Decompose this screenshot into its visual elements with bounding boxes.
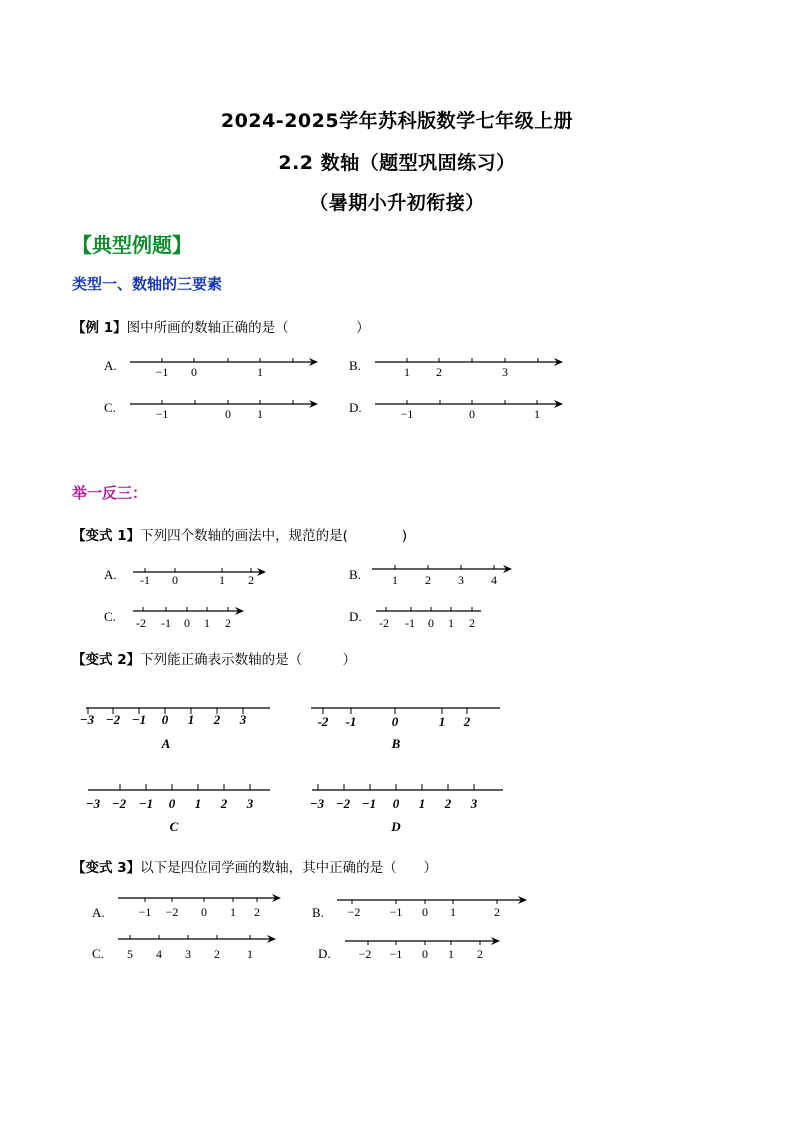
var2-d-tick-label-3: 0 bbox=[392, 796, 400, 811]
ex1-c-tick-label-1: 0 bbox=[225, 407, 231, 421]
variant1-tag: 【变式 1】 bbox=[72, 528, 141, 544]
var2-a-tick-label-1: −2 bbox=[105, 712, 121, 727]
var2-a-tick-label-2: −1 bbox=[131, 712, 147, 727]
ex1-c-tick-label-0: −1 bbox=[155, 407, 169, 421]
doc-title: 2024-2025学年苏科版数学七年级上册 bbox=[220, 110, 574, 132]
var2-a-tick-label-3: 0 bbox=[161, 712, 169, 727]
var2-option-a-letter: A bbox=[161, 736, 171, 751]
var3-b-tick-label-1: −1 bbox=[389, 905, 403, 919]
var2-c-tick-label-1: −2 bbox=[111, 796, 127, 811]
ex1-option-c-letter: C. bbox=[104, 400, 116, 415]
var2-b-tick-label-2: 0 bbox=[391, 714, 399, 729]
var2-d-tick-label-1: −2 bbox=[335, 796, 351, 811]
var2-b-tick-label-1: -1 bbox=[345, 714, 357, 729]
ex1-option-b-letter: B. bbox=[349, 358, 361, 373]
var1-d-tick-label-3: 1 bbox=[448, 616, 454, 630]
var3-option-b-letter: B. bbox=[312, 905, 324, 920]
ex1-d-tick-label-1: 0 bbox=[469, 407, 475, 421]
ex1-c-tick-label-2: 1 bbox=[257, 407, 263, 421]
var1-b-tick-label-2: 3 bbox=[458, 573, 464, 587]
var1-d-tick-label-0: -2 bbox=[379, 616, 389, 630]
var3-option-c-letter: C. bbox=[92, 946, 104, 961]
var2-b-tick-label-0: -2 bbox=[317, 714, 329, 729]
var3-b-tick-label-2: 0 bbox=[422, 905, 428, 919]
variant2-tag: 【变式 2】 bbox=[72, 652, 141, 668]
example1-stem: 图中所画的数轴正确的是（ ） bbox=[126, 320, 370, 336]
var2-a-tick-label-0: −3 bbox=[79, 712, 95, 727]
ex1-option-d-letter: D. bbox=[349, 400, 362, 415]
var1-c-tick-label-0: -2 bbox=[136, 616, 146, 630]
var2-c-tick-label-0: −3 bbox=[85, 796, 101, 811]
var1-d-tick-label-4: 2 bbox=[469, 616, 475, 630]
var2-d-tick-label-5: 2 bbox=[444, 796, 452, 811]
section-type1: 类型一、数轴的三要素 bbox=[72, 275, 223, 293]
var1-option-c-letter: C. bbox=[104, 609, 116, 624]
ex1-a-tick-label-2: 1 bbox=[257, 365, 263, 379]
ex1-a-tick-label-1: 0 bbox=[191, 365, 197, 379]
ex1-option-a-letter: A. bbox=[104, 358, 117, 373]
var2-b-tick-label-4: 2 bbox=[463, 714, 471, 729]
var1-c-tick-label-4: 2 bbox=[225, 616, 231, 630]
variant1-stem: 下列四个数轴的画法中，规范的是( ) bbox=[140, 528, 408, 544]
var1-c-tick-label-3: 1 bbox=[204, 616, 210, 630]
var3-c-tick-label-3: 2 bbox=[214, 947, 220, 961]
var1-option-b-letter: B. bbox=[349, 567, 361, 582]
variant3-tag: 【变式 3】 bbox=[72, 860, 141, 876]
var3-d-tick-label-2: 0 bbox=[422, 947, 428, 961]
var3-a-tick-label-4: 2 bbox=[254, 905, 260, 919]
var3-a-tick-label-2: 0 bbox=[201, 905, 207, 919]
var2-c-tick-label-6: 3 bbox=[246, 796, 254, 811]
var3-a-tick-label-1: −2 bbox=[165, 905, 179, 919]
var3-b-tick-label-4: 2 bbox=[494, 905, 500, 919]
var1-d-tick-label-2: 0 bbox=[428, 616, 434, 630]
var3-c-tick-label-1: 4 bbox=[156, 947, 162, 961]
doc-subtitle-2: （暑期小升初衔接） bbox=[309, 192, 485, 214]
var3-b-tick-label-3: 1 bbox=[450, 905, 456, 919]
var2-option-b-letter: B bbox=[391, 736, 401, 751]
var2-option-c-letter: C bbox=[169, 819, 179, 834]
ex1-a-tick-label-0: −1 bbox=[155, 365, 169, 379]
var3-a-tick-label-0: −1 bbox=[138, 905, 152, 919]
var2-a-tick-label-6: 3 bbox=[239, 712, 247, 727]
var3-c-tick-label-4: 1 bbox=[247, 947, 253, 961]
var2-b-tick-label-3: 1 bbox=[438, 714, 446, 729]
example1-tag: 【例 1】 bbox=[72, 320, 127, 336]
ex1-b-tick-label-0: 1 bbox=[404, 365, 410, 379]
var1-a-tick-label-2: 1 bbox=[219, 573, 225, 587]
variant3-stem: 以下是四位同学画的数轴，其中正确的是（ ） bbox=[140, 860, 438, 876]
var1-b-tick-label-3: 4 bbox=[491, 573, 497, 587]
var2-c-tick-label-4: 1 bbox=[194, 796, 202, 811]
var2-d-tick-label-0: −3 bbox=[309, 796, 325, 811]
var3-c-tick-label-2: 3 bbox=[185, 947, 191, 961]
var2-c-tick-label-5: 2 bbox=[220, 796, 228, 811]
ex1-d-tick-label-0: −1 bbox=[400, 407, 414, 421]
var2-c-tick-label-3: 0 bbox=[168, 796, 176, 811]
variant2-stem: 下列能正确表示数轴的是（ ） bbox=[140, 652, 357, 668]
var2-d-tick-label-6: 3 bbox=[470, 796, 478, 811]
section-typical: 【典型例题】 bbox=[72, 233, 192, 257]
var1-a-tick-label-1: 0 bbox=[172, 573, 178, 587]
var1-option-a-letter: A. bbox=[104, 567, 117, 582]
var3-d-tick-label-0: −2 bbox=[358, 947, 372, 961]
ex1-b-tick-label-2: 3 bbox=[502, 365, 508, 379]
section-practice: 举一反三： bbox=[72, 484, 148, 502]
var3-d-tick-label-1: −1 bbox=[389, 947, 403, 961]
var3-d-tick-label-3: 1 bbox=[448, 947, 454, 961]
doc-subtitle: 2.2 数轴（题型巩固练习） bbox=[278, 152, 516, 174]
var3-option-d-letter: D. bbox=[318, 946, 331, 961]
ex1-d-tick-label-2: 1 bbox=[534, 407, 540, 421]
var1-option-d-letter: D. bbox=[349, 609, 362, 624]
var1-c-tick-label-2: 0 bbox=[184, 616, 190, 630]
var2-d-tick-label-2: −1 bbox=[361, 796, 377, 811]
var2-a-tick-label-5: 2 bbox=[213, 712, 221, 727]
var1-d-tick-label-1: -1 bbox=[405, 616, 415, 630]
var1-c-tick-label-1: -1 bbox=[161, 616, 171, 630]
var3-b-tick-label-0: −2 bbox=[347, 905, 361, 919]
var1-b-tick-label-1: 2 bbox=[425, 573, 431, 587]
var2-d-tick-label-4: 1 bbox=[418, 796, 426, 811]
var3-c-tick-label-0: 5 bbox=[127, 947, 133, 961]
var2-option-d-letter: D bbox=[391, 819, 401, 834]
var2-c-tick-label-2: −1 bbox=[138, 796, 154, 811]
ex1-b-tick-label-1: 2 bbox=[436, 365, 442, 379]
var1-a-tick-label-3: 2 bbox=[248, 573, 254, 587]
var3-d-tick-label-4: 2 bbox=[477, 947, 483, 961]
var3-option-a-letter: A. bbox=[92, 905, 105, 920]
var1-a-tick-label-0: -1 bbox=[140, 573, 150, 587]
var1-b-tick-label-0: 1 bbox=[392, 573, 398, 587]
var3-a-tick-label-3: 1 bbox=[230, 905, 236, 919]
var2-a-tick-label-4: 1 bbox=[187, 712, 195, 727]
